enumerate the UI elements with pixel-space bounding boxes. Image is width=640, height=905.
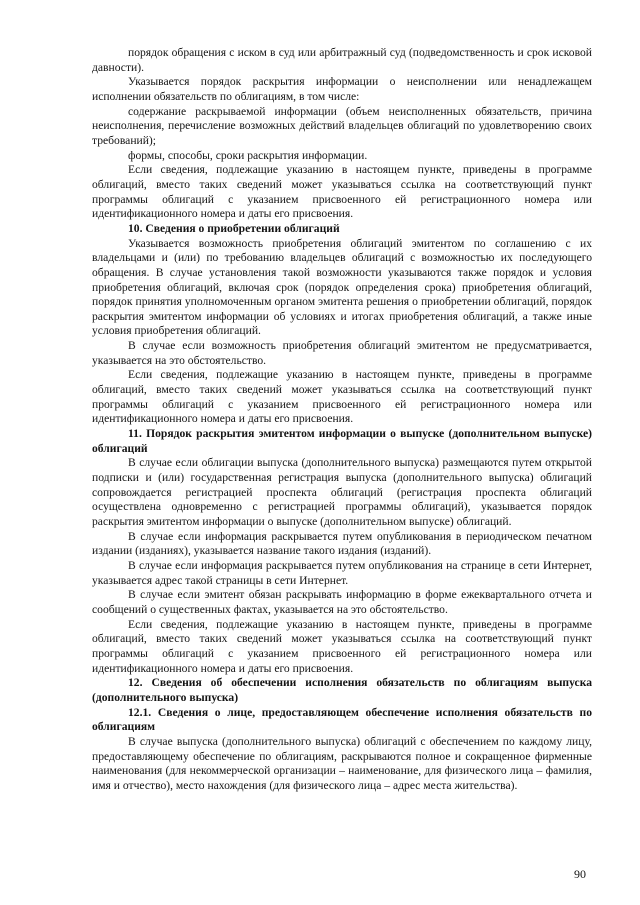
paragraph-open-subscription: В случае если облигации выпуска (дополнительного выпуска) размещаются путем открытой подписки и (или) государственная регистрация выпуска (дополнительного выпуска) облигаций сопровождается регистрацией проспекта облигаций (регистрация проспекта облигаций осуществлена одновременно с регистрацией программы облигаций), указывается порядок раскрытия эмитентом информации о выпуске (дополнительном выпуске) облигаций.	[92, 456, 592, 528]
paragraph-program-reference: Если сведения, подлежащие указанию в настоящем пункте, приведены в программе облигаций, вместо таких сведений может указываться ссылка на соответствующий пункт программы облигаций с указанием присвоенного ей регистрационного номера или идентификационного номера и даты его присвоения.	[92, 368, 592, 426]
paragraph-default-disclosure: Указывается порядок раскрытия информации о неисполнении или ненадлежащем исполнении обязательств по облигациям, в том числе:	[92, 75, 592, 103]
paragraph-disclosure-content: содержание раскрываемой информации (объем неисполненных обязательств, причина неисполнения, перечисление возможных действий владельцев облигаций по удовлетворению своих требований);	[92, 104, 592, 147]
paragraph-program-reference: Если сведения, подлежащие указанию в настоящем пункте, приведены в программе облигаций, вместо таких сведений может указываться ссылка на соответствующий пункт программы облигаций с указанием присвоенного ей регистрационного номера или идентификационного номера и даты его присвоения.	[92, 163, 592, 221]
paragraph-acquisition-possibility: Указывается возможность приобретения облигаций эмитентом по соглашению с их владельцами и (или) по требованию владельцев облигаций с возможностью их последующего обращения. В случае установления такой возможности указываются также порядок и условия приобретения облигаций, включая срок (порядок определения срока) приобретения облигаций, порядок принятия уполномоченным органом эмитента решения о приобретении облигаций, порядок раскрытия эмитентом информации об условиях и итогах приобретения облигаций, а также иные условия приобретения облигаций.	[92, 236, 592, 338]
page-number: 90	[574, 867, 586, 881]
subsection-heading-12-1: 12.1. Сведения о лице, предоставляющем обеспечение исполнения обязательств по облигациям	[92, 705, 592, 734]
section-heading-12: 12. Сведения об обеспечении исполнения обязательств по облигациям выпуска (дополнительного выпуска)	[92, 676, 592, 704]
paragraph-internet-page: В случае если информация раскрывается путем опубликования на странице в сети Интернет, указывается адрес такой страницы в сети Интернет.	[92, 558, 592, 587]
paragraph-periodical: В случае если информация раскрывается путем опубликования в периодическом печатном издании (изданиях), указывается название такого издания (изданий).	[92, 529, 592, 558]
paragraph-claim-procedure: порядок обращения с иском в суд или арбитражный суд (подведомственность и срок исковой давности).	[92, 46, 592, 74]
section-heading-10: 10. Сведения о приобретении облигаций	[128, 221, 340, 235]
paragraph-security-provider: В случае выпуска (дополнительного выпуска) облигаций с обеспечением по каждому лицу, предоставляющему обеспечение по облигациям, раскрываются полное и сокращенное фирменные наименования (для некоммерческой организации – наименование, для физического лица – фамилия, имя и отчество), место нахождения (для физического лица – адрес места жительства).	[92, 734, 592, 792]
paragraph-disclosure-forms: формы, способы, сроки раскрытия информации.	[128, 148, 368, 162]
paragraph-quarterly-report: В случае если эмитент обязан раскрывать информацию в форме ежеквартального отчета и сообщений о существенных фактах, указывается на это обстоятельство.	[92, 588, 592, 616]
paragraph-acquisition-not-provided: В случае если возможность приобретения облигаций эмитентом не предусматривается, указывается на это обстоятельство.	[92, 339, 592, 367]
section-heading-11: 11. Порядок раскрытия эмитентом информации о выпуске (дополнительном выпуске) облигаций	[92, 427, 592, 455]
paragraph-program-reference: Если сведения, подлежащие указанию в настоящем пункте, приведены в программе облигаций, вместо таких сведений может указываться ссылка на соответствующий пункт программы облигаций с указанием присвоенного ей регистрационного номера или идентификационного номера и даты его присвоения.	[92, 617, 592, 675]
